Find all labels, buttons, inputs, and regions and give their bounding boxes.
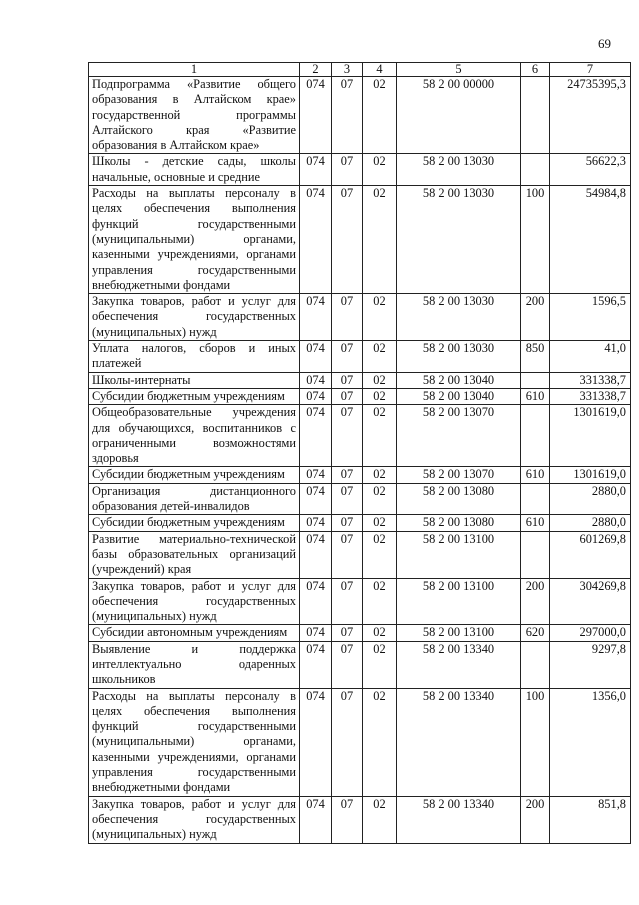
section-code-cell: 07 <box>332 154 363 186</box>
expense-type-cell: 610 <box>521 515 550 531</box>
target-article-cell: 58 2 00 13030 <box>397 186 521 294</box>
ministry-code-cell: 074 <box>300 515 332 531</box>
target-article-cell: 58 2 00 13340 <box>397 641 521 688</box>
target-article-cell: 58 2 00 13080 <box>397 483 521 515</box>
amount-cell: 54984,8 <box>550 186 631 294</box>
column-header: 7 <box>550 63 631 77</box>
ministry-code-cell: 074 <box>300 372 332 388</box>
subsection-code-cell: 02 <box>363 641 397 688</box>
subsection-code-cell: 02 <box>363 483 397 515</box>
expense-type-cell: 610 <box>521 467 550 483</box>
ministry-code-cell: 074 <box>300 531 332 578</box>
section-code-cell: 07 <box>332 578 363 625</box>
section-code-cell: 07 <box>332 372 363 388</box>
table-row <box>89 186 631 294</box>
section-code-cell: 07 <box>332 531 363 578</box>
row-name-cell: Общеобразовательные учреждения для обучающихся, воспитанников с ограниченными возможностями здоровья <box>89 405 300 467</box>
table-row <box>89 625 631 641</box>
ministry-code-cell: 074 <box>300 578 332 625</box>
ministry-code-cell: 074 <box>300 388 332 404</box>
table-row <box>89 294 631 341</box>
subsection-code-cell: 02 <box>363 796 397 843</box>
ministry-code-cell: 074 <box>300 405 332 467</box>
amount-cell: 24735395,3 <box>550 77 631 154</box>
amount-cell: 1301619,0 <box>550 405 631 467</box>
target-article-cell: 58 2 00 13070 <box>397 467 521 483</box>
column-header: 6 <box>521 63 550 77</box>
table-row <box>89 467 631 483</box>
section-code-cell: 07 <box>332 388 363 404</box>
column-header: 2 <box>300 63 332 77</box>
ministry-code-cell: 074 <box>300 154 332 186</box>
subsection-code-cell: 02 <box>363 531 397 578</box>
ministry-code-cell: 074 <box>300 341 332 373</box>
amount-cell: 851,8 <box>550 796 631 843</box>
section-code-cell: 07 <box>332 688 363 796</box>
subsection-code-cell: 02 <box>363 388 397 404</box>
target-article-cell: 58 2 00 13040 <box>397 372 521 388</box>
expense-type-cell <box>521 531 550 578</box>
section-code-cell: 07 <box>332 341 363 373</box>
section-code-cell: 07 <box>332 77 363 154</box>
subsection-code-cell: 02 <box>363 625 397 641</box>
table-row <box>89 372 631 388</box>
expense-type-cell: 100 <box>521 186 550 294</box>
table-row <box>89 578 631 625</box>
row-name-cell: Субсидии бюджетным учреждениям <box>89 388 300 404</box>
row-name-cell: Субсидии автономным учреждениям <box>89 625 300 641</box>
target-article-cell: 58 2 00 13030 <box>397 294 521 341</box>
target-article-cell: 58 2 00 13100 <box>397 578 521 625</box>
ministry-code-cell: 074 <box>300 77 332 154</box>
row-name-cell: Развитие материально-технической базы образовательных организаций (учреждений) края <box>89 531 300 578</box>
row-name-cell: Расходы на выплаты персоналу в целях обеспечения выполнения функций государственными (муниципальными) органами, казенными учреждениями, органами управления государственными внебюджетными фондами <box>89 186 300 294</box>
amount-cell: 297000,0 <box>550 625 631 641</box>
subsection-code-cell: 02 <box>363 467 397 483</box>
ministry-code-cell: 074 <box>300 796 332 843</box>
target-article-cell: 58 2 00 13340 <box>397 688 521 796</box>
table-row <box>89 796 631 843</box>
amount-cell: 56622,3 <box>550 154 631 186</box>
amount-cell: 2880,0 <box>550 483 631 515</box>
subsection-code-cell: 02 <box>363 77 397 154</box>
column-header: 4 <box>363 63 397 77</box>
table-row <box>89 154 631 186</box>
row-name-cell: Школы-интернаты <box>89 372 300 388</box>
target-article-cell: 58 2 00 13040 <box>397 388 521 404</box>
page-number: 69 <box>598 36 611 51</box>
target-article-cell: 58 2 00 00000 <box>397 77 521 154</box>
expense-type-cell <box>521 77 550 154</box>
amount-cell: 41,0 <box>550 341 631 373</box>
expense-type-cell <box>521 641 550 688</box>
expense-type-cell: 850 <box>521 341 550 373</box>
section-code-cell: 07 <box>332 294 363 341</box>
expense-type-cell <box>521 154 550 186</box>
row-name-cell: Расходы на выплаты персоналу в целях обеспечения выполнения функций государственными (муниципальными) органами, казенными учреждениями, органами управления государственными внебюджетными фондами <box>89 688 300 796</box>
row-name-cell: Уплата налогов, сборов и иных платежей <box>89 341 300 373</box>
table-row <box>89 77 631 154</box>
ministry-code-cell: 074 <box>300 641 332 688</box>
row-name-cell: Школы - детские сады, школы начальные, основные и средние <box>89 154 300 186</box>
ministry-code-cell: 074 <box>300 688 332 796</box>
expense-type-cell: 100 <box>521 688 550 796</box>
column-header: 3 <box>332 63 363 77</box>
section-code-cell: 07 <box>332 186 363 294</box>
subsection-code-cell: 02 <box>363 372 397 388</box>
budget-table <box>88 62 631 844</box>
subsection-code-cell: 02 <box>363 578 397 625</box>
ministry-code-cell: 074 <box>300 294 332 341</box>
section-code-cell: 07 <box>332 405 363 467</box>
row-name-cell: Закупка товаров, работ и услуг для обеспечения государственных (муниципальных) нужд <box>89 578 300 625</box>
ministry-code-cell: 074 <box>300 467 332 483</box>
amount-cell: 1301619,0 <box>550 467 631 483</box>
section-code-cell: 07 <box>332 641 363 688</box>
amount-cell: 9297,8 <box>550 641 631 688</box>
target-article-cell: 58 2 00 13030 <box>397 154 521 186</box>
target-article-cell: 58 2 00 13100 <box>397 625 521 641</box>
table-row <box>89 531 631 578</box>
expense-type-cell: 620 <box>521 625 550 641</box>
expense-type-cell: 610 <box>521 388 550 404</box>
column-header: 1 <box>89 63 300 77</box>
section-code-cell: 07 <box>332 515 363 531</box>
subsection-code-cell: 02 <box>363 688 397 796</box>
row-name-cell: Закупка товаров, работ и услуг для обеспечения государственных (муниципальных) нужд <box>89 294 300 341</box>
subsection-code-cell: 02 <box>363 405 397 467</box>
table-row <box>89 388 631 404</box>
amount-cell: 331338,7 <box>550 388 631 404</box>
table-row <box>89 483 631 515</box>
table-row <box>89 641 631 688</box>
amount-cell: 1596,5 <box>550 294 631 341</box>
subsection-code-cell: 02 <box>363 341 397 373</box>
table-row <box>89 688 631 796</box>
row-name-cell: Закупка товаров, работ и услуг для обеспечения государственных (муниципальных) нужд <box>89 796 300 843</box>
column-header: 5 <box>397 63 521 77</box>
amount-cell: 601269,8 <box>550 531 631 578</box>
ministry-code-cell: 074 <box>300 186 332 294</box>
table-row <box>89 341 631 373</box>
section-code-cell: 07 <box>332 483 363 515</box>
ministry-code-cell: 074 <box>300 625 332 641</box>
row-name-cell: Субсидии бюджетным учреждениям <box>89 467 300 483</box>
section-code-cell: 07 <box>332 625 363 641</box>
amount-cell: 2880,0 <box>550 515 631 531</box>
row-name-cell: Организация дистанционного образования детей-инвалидов <box>89 483 300 515</box>
table-row <box>89 405 631 467</box>
target-article-cell: 58 2 00 13100 <box>397 531 521 578</box>
section-code-cell: 07 <box>332 467 363 483</box>
expense-type-cell: 200 <box>521 796 550 843</box>
ministry-code-cell: 074 <box>300 483 332 515</box>
row-name-cell: Выявление и поддержка интеллектуально одаренных школьников <box>89 641 300 688</box>
subsection-code-cell: 02 <box>363 515 397 531</box>
expense-type-cell: 200 <box>521 294 550 341</box>
expense-type-cell: 200 <box>521 578 550 625</box>
amount-cell: 331338,7 <box>550 372 631 388</box>
target-article-cell: 58 2 00 13340 <box>397 796 521 843</box>
amount-cell: 1356,0 <box>550 688 631 796</box>
table-header-row <box>89 63 631 77</box>
expense-type-cell <box>521 372 550 388</box>
subsection-code-cell: 02 <box>363 154 397 186</box>
target-article-cell: 58 2 00 13030 <box>397 341 521 373</box>
row-name-cell: Субсидии бюджетным учреждениям <box>89 515 300 531</box>
row-name-cell: Подпрограмма «Развитие общего образования в Алтайском крае» государственной программы Алтайского края «Развитие образования в Алтайском крае» <box>89 77 300 154</box>
section-code-cell: 07 <box>332 796 363 843</box>
expense-type-cell <box>521 405 550 467</box>
table-row <box>89 515 631 531</box>
target-article-cell: 58 2 00 13080 <box>397 515 521 531</box>
table-body <box>89 77 631 844</box>
subsection-code-cell: 02 <box>363 294 397 341</box>
target-article-cell: 58 2 00 13070 <box>397 405 521 467</box>
amount-cell: 304269,8 <box>550 578 631 625</box>
subsection-code-cell: 02 <box>363 186 397 294</box>
expense-type-cell <box>521 483 550 515</box>
